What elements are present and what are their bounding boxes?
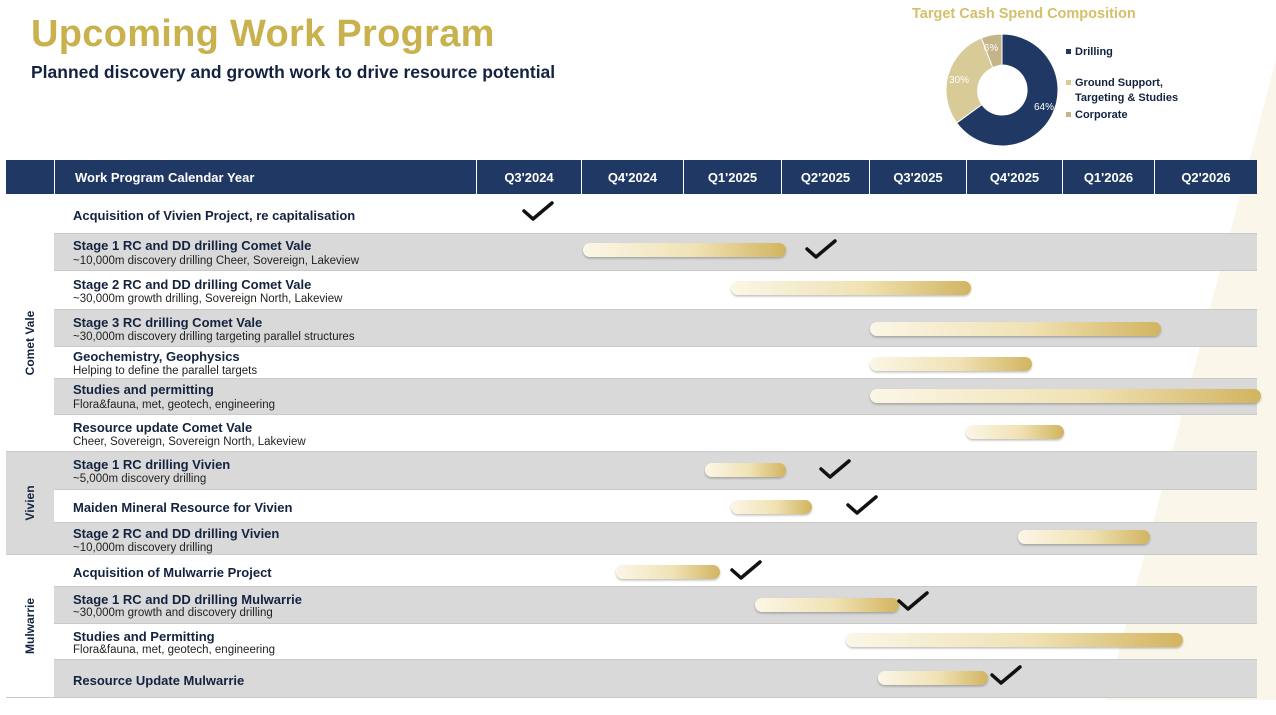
- check-icon: [845, 494, 879, 518]
- cash-spend-donut: [944, 32, 1060, 148]
- timeline-bar: [966, 425, 1064, 439]
- header-q1-2025: Q1'2025: [683, 160, 781, 194]
- group-vivien: Vivien: [6, 452, 54, 555]
- legend-item-drilling: Drilling: [1066, 45, 1113, 60]
- donut-label-ground-support: 30%: [948, 75, 970, 86]
- header-q3-2025: Q3'2025: [869, 160, 966, 194]
- header-q4-2025: Q4'2025: [966, 160, 1062, 194]
- check-icon: [521, 200, 555, 224]
- donut-title: Target Cash Spend Composition: [912, 6, 1136, 22]
- table-row: Resource update Comet Vale Cheer, Sovereign, Sovereign North, Lakeview: [54, 415, 1257, 452]
- table-row: Stage 3 RC drilling Comet Vale ~30,000m discovery drilling targeting parallel structures: [54, 310, 1257, 347]
- timeline-bar: [878, 671, 988, 685]
- table-row: Acquisition of Vivien Project, re capitalisation: [54, 194, 1257, 234]
- header-q1-2026: Q1'2026: [1062, 160, 1154, 194]
- table-row: Stage 2 RC and DD drilling Vivien ~10,000m discovery drilling: [54, 523, 1257, 555]
- legend-swatch: [1066, 80, 1071, 85]
- work-program-table: [6, 160, 1257, 700]
- timeline-bar: [731, 500, 812, 514]
- timeline-bar: [870, 389, 1261, 403]
- table-row: Studies and permitting Flora&fauna, met, geotech, engineering: [54, 379, 1257, 415]
- legend-item-ground-support: Ground Support, Targeting & Studies: [1066, 76, 1178, 106]
- header-q2-2026: Q2'2026: [1154, 160, 1257, 194]
- check-icon: [729, 559, 763, 583]
- table-row: Stage 1 RC drilling Vivien ~5,000m discovery drilling: [54, 452, 1257, 490]
- donut-label-corporate: 6%: [983, 43, 999, 54]
- table-row: Resource Update Mulwarrie: [54, 660, 1257, 698]
- table-row: Studies and Permitting Flora&fauna, met, geotech, engineering: [54, 624, 1257, 660]
- timeline-bar: [870, 357, 1032, 371]
- page-subtitle: Planned discovery and growth work to drive resource potential: [31, 62, 556, 82]
- timeline-bar: [705, 463, 786, 477]
- header-q4-2024: Q4'2024: [581, 160, 683, 194]
- table-row: Maiden Mineral Resource for Vivien: [54, 490, 1257, 523]
- timeline-bar: [870, 322, 1161, 336]
- timeline-bar: [731, 281, 971, 295]
- check-icon: [989, 664, 1023, 688]
- header-q2-2025: Q2'2025: [781, 160, 869, 194]
- header-work-program: Work Program Calendar Year: [54, 160, 476, 194]
- donut-label-drilling: 64%: [1033, 102, 1055, 113]
- group-comet-vale: Comet Vale: [6, 234, 54, 452]
- table-row: Stage 2 RC and DD drilling Comet Vale ~30,000m growth drilling, Sovereign North, Lakeview: [54, 271, 1257, 310]
- legend-item-corporate: Corporate: [1066, 108, 1128, 123]
- legend-swatch: [1066, 49, 1071, 54]
- table-row: Acquisition of Mulwarrie Project: [54, 555, 1257, 587]
- legend-swatch: [1066, 112, 1071, 117]
- check-icon: [804, 238, 838, 262]
- table-header: [6, 160, 1257, 194]
- check-icon: [818, 458, 852, 482]
- timeline-bar: [583, 243, 786, 257]
- header-q3-2024: Q3'2024: [476, 160, 581, 194]
- group-mulwarrie: Mulwarrie: [6, 555, 54, 698]
- check-icon: [896, 590, 930, 614]
- timeline-bar: [755, 598, 899, 612]
- table-row: Stage 1 RC and DD drilling Comet Vale ~10,000m discovery drilling Cheer, Sovereign, Lakeview: [54, 234, 1257, 271]
- timeline-bar: [846, 633, 1183, 647]
- table-row: Stage 1 RC and DD drilling Mulwarrie ~30,000m growth and discovery drilling: [54, 587, 1257, 624]
- timeline-bar: [1018, 530, 1150, 544]
- table-row: Geochemistry, Geophysics Helping to define the parallel targets: [54, 347, 1257, 379]
- page-title: Upcoming Work Program: [31, 13, 495, 55]
- timeline-bar: [616, 565, 720, 579]
